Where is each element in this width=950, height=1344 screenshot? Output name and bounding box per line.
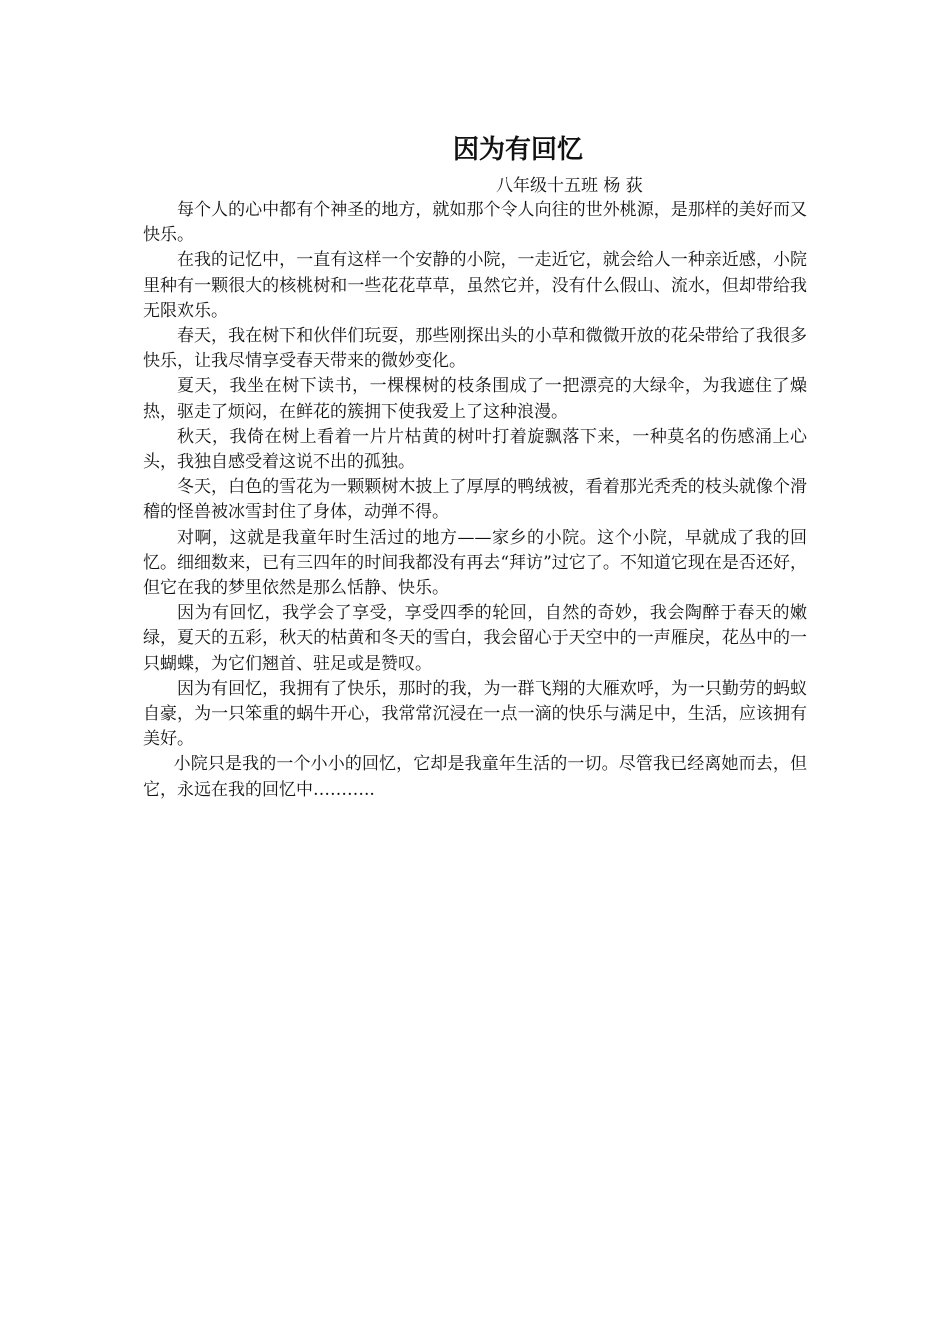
author-byline: 八年级十五班 杨 荻 bbox=[496, 176, 643, 196]
paragraph: 秋天，我倚在树上看着一片片枯黄的树叶打着旋飘落下来，一种莫名的伤感涌上心头，我独自感受着这说不出的孤独。 bbox=[143, 426, 807, 473]
paragraph: 因为有回忆，我学会了享受，享受四季的轮回，自然的奇妙，我会陶醉于春天的嫩绿，夏天的五彩，秋天的枯黄和冬天的雪白，我会留心于天空中的一声雁戾，花丛中的一只蝴蝶，为它们翘首、驻足或是赞叹。 bbox=[143, 603, 807, 674]
paragraph: 对啊，这就是我童年时生活过的地方——家乡的小院。这个小院，早就成了我的回忆。细细数来，已有三四年的时间我都没有再去“拜访”过它了。不知道它现在是否还好，但它在我的梦里依然是那么恬静、快乐。 bbox=[143, 527, 807, 599]
paragraph: 春天，我在树下和伙伴们玩耍，那些刚探出头的小草和微微开放的花朵带给了我很多快乐，让我尽情享受春天带来的微妙变化。 bbox=[143, 326, 807, 372]
paragraph: 每个人的心中都有个神圣的地方，就如那个令人向往的世外桃源，是那样的美好而又快乐。 bbox=[143, 200, 807, 246]
essay-title: 因为有回忆 bbox=[452, 135, 583, 165]
essay-body bbox=[143, 198, 807, 803]
paragraph: 冬天，白色的雪花为一颗颗树木披上了厚厚的鸭绒被，看着那光秃秃的枝头就像个滑稽的怪兽被冰雪封住了身体，动弹不得。 bbox=[143, 477, 807, 523]
paragraph: 因为有回忆，我拥有了快乐，那时的我，为一群飞翔的大雁欢呼，为一只勤劳的蚂蚁自豪，为一只笨重的蜗牛开心，我常常沉浸在一点一滴的快乐与满足中，生活，应该拥有美好。 bbox=[143, 678, 807, 750]
paragraph: 小院只是我的一个小小的回忆，它却是我童年生活的一切。尽管我已经离她而去，但它，永远在我的回忆中……….. bbox=[143, 754, 807, 800]
paragraph: 夏天，我坐在树下读书，一棵棵树的枝条围成了一把漂亮的大绿伞，为我遮住了燥热，驱走了烦闷，在鲜花的簇拥下使我爱上了这种浪漫。 bbox=[143, 376, 807, 422]
paragraph: 在我的记忆中，一直有这样一个安静的小院，一走近它，就会给人一种亲近感，小院里种有一颗很大的核桃树和一些花花草草，虽然它并，没有什么假山、流水，但却带给我无限欢乐。 bbox=[143, 250, 807, 321]
